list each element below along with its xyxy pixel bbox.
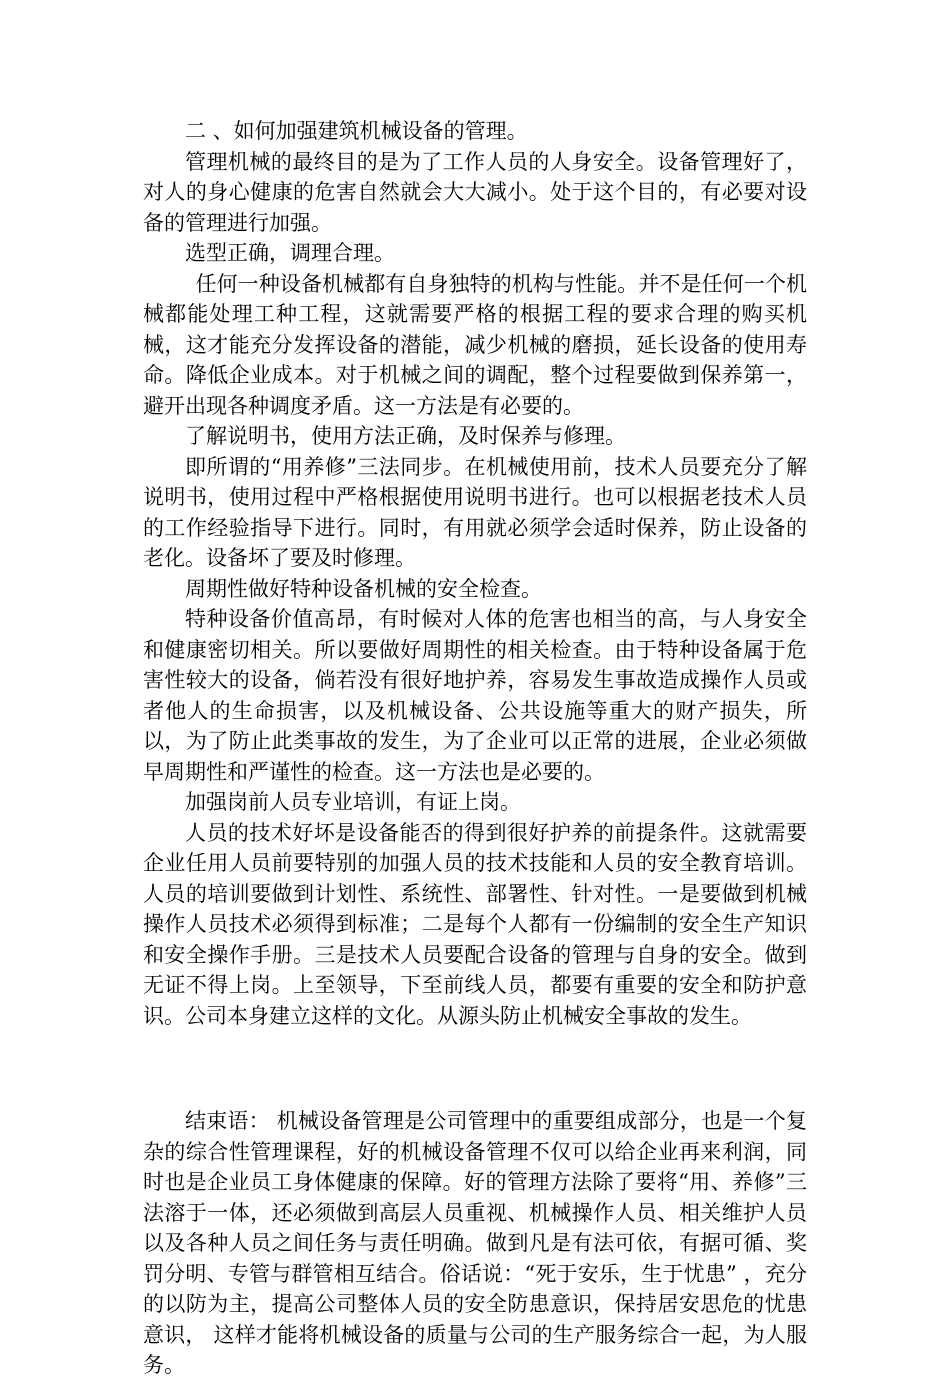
document-body bbox=[143, 116, 807, 1381]
paragraph-manual: 即所谓的“用养修”三法同步。在机械使用前，技术人员要充分了解说明书，使用过程中严格根据使用说明书进行。也可以根据老技术人员的工作经验指导下进行。同时，有用就必须学会适时保养，防止设备的老化。设备坏了要及时修理。 bbox=[143, 454, 807, 570]
subheading-manual: 了解说明书，使用方法正确，及时保养与修理。 bbox=[185, 424, 626, 448]
paragraph-training: 人员的技术好坏是设备能否的得到很好护养的前提条件。这就需要企业任用人员前要特别的加强人员的技术技能和人员的安全教育培训。人员的培训要做到计划性、系统性、部署性、针对性。一是要做到机械操作人员技术必须得到标准；二是每个人都有一份编制的安全生产知识和安全操作手册。三是技术人员要配合设备的管理与自身的安全。做到无证不得上岗。上至领导，下至前线人员，都要有重要的安全和防护意识。公司本身建立这样的文化。从源头防止机械安全事故的发生。 bbox=[143, 820, 807, 1028]
paragraph-intro: 管理机械的最终目的是为了工作人员的人身安全。设备管理好了，对人的身心健康的危害自然就会大大减小。处于这个目的，有必要对设备的管理进行加强。 bbox=[143, 149, 807, 235]
subheading-training: 加强岗前人员专业培训，有证上岗。 bbox=[185, 790, 521, 814]
paragraph-selection: 任何一种设备机械都有自身独特的机构与性能。并不是任何一个机械都能处理工种工程，这就需要严格的根据工程的要求合理的购买机械，这才能充分发挥设备的潜能，减少机械的磨损，延长设备的使用寿命。降低企业成本。对于机械之间的调配，整个过程要做到保养第一，避开出现各种调度矛盾。这一方法是有必要的。 bbox=[143, 271, 807, 418]
paragraph-inspection: 特种设备价值高昂，有时候对人体的危害也相当的高，与人身安全和健康密切相关。所以要做好周期性的相关检查。由于特种设备属于危害性较大的设备，倘若没有很好地护养，容易发生事故造成操作人员或者他人的生命损害，以及机械设备、公共设施等重大的财产损失，所以，为了防止此类事故的发生，为了企业可以正常的进展，企业必须做早周期性和严谨性的检查。这一方法也是必要的。 bbox=[143, 607, 807, 784]
section-heading: 二 、如何加强建筑机械设备的管理。 bbox=[185, 119, 528, 143]
subheading-selection: 选型正确，调理合理。 bbox=[185, 241, 395, 265]
paragraph-conclusion: 结束语： 机械设备管理是公司管理中的重要组成部分，也是一个复杂的综合性管理课程，好的机械设备管理不仅可以给企业再来利润，同时也是企业员工身体健康的保障。好的管理方法除了要将“用、养修”三法溶于一体，还必须做到高层人员重视、机械操作人员、相关维护人员以及各种人员之间任务与责任明确。做到凡是有法可依，有据可循、奖罚分明、专管与群管相互结合。俗话说：“死于安乐，生于忧患” ，充分的以防为主，提高公司整体人员的安全防患意识，保持居安思危的忧患意识， 这样才能将机械设备的质量与公司的生产服务综合一起，为人服务。 bbox=[143, 1109, 807, 1377]
subheading-inspection: 周期性做好特种设备机械的安全检查。 bbox=[185, 576, 542, 601]
section-spacer bbox=[143, 1031, 807, 1106]
